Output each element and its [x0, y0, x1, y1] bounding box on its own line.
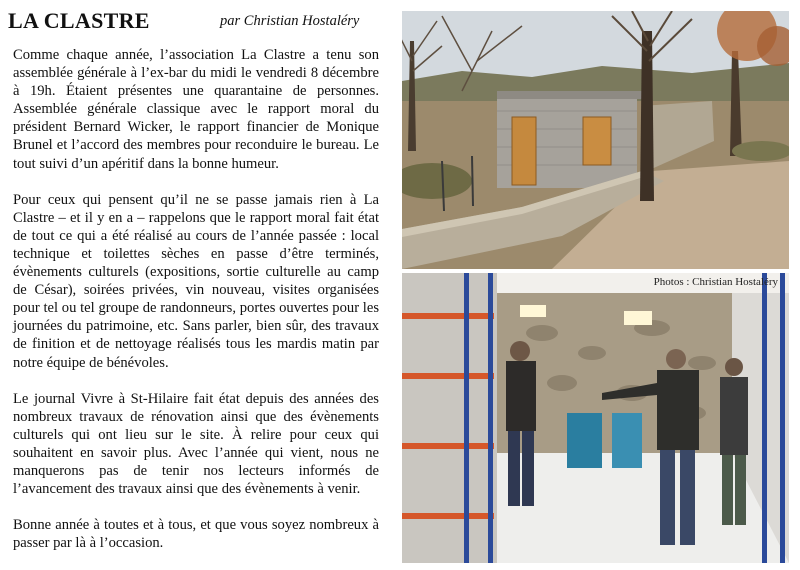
paragraph-4: Bonne année à toutes et à tous, et que vous soyez nombreux à passer par là à l’occasion. — [13, 517, 379, 552]
article-title: LA CLASTRE — [8, 8, 150, 33]
photo-credit: Photos : Christian Hostaléry — [653, 276, 778, 288]
paragraph-2: Pour ceux qui pensent qu’il ne se passe jamais rien à La Clastre – et il y en a – rappelons que le rapport moral fait état de tout ce qui a été réalisé au cours de l’année passée : local technique et toilettes sèches en passe d’être terminés, évènements culturels (expositions, sortie culturelle au camp de César), soirées privées, vin nouveau, visites organisées pour tel ou tel groupe de randonneurs, portes ouvertes pour les journées du patrimoine, etc. Sans parler, bien sûr, des travaux de finition et de nettoyage réalisés tous les mardis matin par notre équipe de bénévoles. — [13, 191, 379, 371]
building-interior-photo — [402, 273, 789, 563]
author-byline: par Christian Hostaléry — [220, 13, 360, 29]
paragraph-3: Le journal Vivre à St-Hilaire fait état depuis des années des nombreux travaux de rénovation ainsi que des évènements culturels qui ont lieu sur le site. À relire pour ceux qui souhaitent en savoir plus. Avec l’année qui vient, nous ne manquerons pas de tenir nos lecteurs informés de l’avancement des travaux ainsi que des évènements à venir. — [13, 390, 379, 498]
building-interior-illustration — [402, 273, 789, 563]
building-exterior-photo — [402, 11, 789, 269]
building-exterior-illustration — [402, 11, 789, 269]
article-body — [13, 46, 379, 570]
paragraph-1: Comme chaque année, l’association La Clastre a tenu son assemblée générale à l’ex-bar du midi le vendredi 8 décembre à 19h. Étaient présentes une quarantaine de personnes. Assemblée générale classique avec le rapport moral du président Bernard Wicker, le rapport financier de Monique Brunel et l’accord des membres pour reconduire le bureau. Le tout suivi d’un apéritif dans la bonne humeur. — [13, 47, 379, 172]
